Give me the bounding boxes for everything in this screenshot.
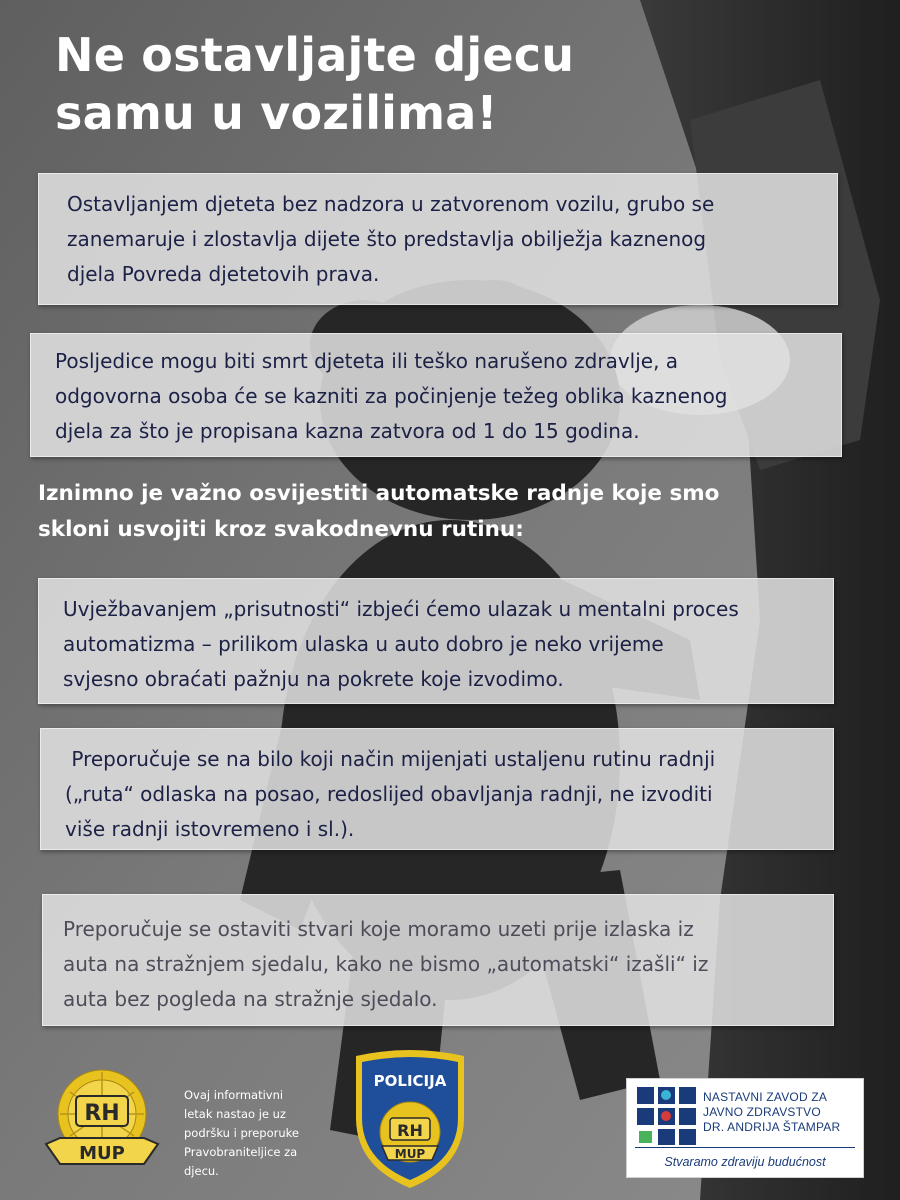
police-badge-banner: POLICIJA	[373, 1072, 447, 1090]
izz-name	[703, 1090, 863, 1135]
info-box-4-line-2: („ruta“ odlaska na posao, redoslijed obavljanja radnji, ne izvoditi	[65, 782, 713, 806]
section-heading-line-2: skloni usvojiti kroz svakodnevnu rutinu:	[38, 517, 524, 542]
info-box-1	[38, 173, 838, 305]
info-box-1-line-3: djela Povreda djetetovih prava.	[67, 262, 380, 286]
info-box-3-line-1: Uvježbavanjem „prisutnosti“ izbjeći ćemo ulazak u mentalni proces	[63, 597, 739, 621]
info-box-2-line-3: djela za što je propisana kazna zatvora od 1 do 15 godina.	[55, 419, 640, 443]
section-heading-line-1: Iznimno je važno osvijestiti automatske radnje koje smo	[38, 481, 720, 506]
page-title	[55, 26, 675, 142]
support-note-line-3: podršku i preporuke	[184, 1126, 299, 1140]
police-badge-top: RH	[397, 1121, 423, 1140]
title-line-2: samu u vozilima!	[55, 86, 498, 140]
info-box-3-line-2: automatizma – prilikom ulaska u auto dobro je neko vrijeme	[63, 632, 664, 656]
info-box-2-line-2: odgovorna osoba će se kazniti za počinjenje težeg oblika kaznenog	[55, 384, 728, 408]
mup-emblem-bottom: MUP	[79, 1143, 125, 1164]
support-note-line-2: letak nastao je uz	[184, 1107, 286, 1121]
info-box-2	[30, 333, 842, 457]
support-note-line-1: Ovaj informativni	[184, 1088, 284, 1102]
info-box-1-line-2: zanemaruje i zlostavlja dijete što predstavlja obilježja kaznenog	[67, 227, 707, 251]
info-box-3	[38, 578, 834, 704]
info-box-5-line-3: auta bez pogleda na stražnje sjedalo.	[63, 987, 438, 1011]
izz-slogan: Stvaramo zdraviju budućnost	[664, 1155, 826, 1169]
izz-divider	[635, 1147, 855, 1148]
section-heading	[38, 476, 878, 548]
support-note	[184, 1086, 334, 1181]
title-line-1: Ne ostavljajte djecu	[55, 28, 575, 82]
support-note-line-4: Pravobraniteljice za	[184, 1145, 298, 1159]
info-box-5-line-1: Preporučuje se ostaviti stvari koje moramo uzeti prije izlaska iz	[63, 917, 694, 941]
mup-emblem-top: RH	[84, 1101, 120, 1126]
izz-name-line-2: JAVNO ZDRAVSTVO	[703, 1105, 821, 1119]
info-box-5-line-2: auta na stražnjem sjedalu, kako ne bismo „automatski“ izašli“ iz	[63, 952, 709, 976]
support-note-line-5: djecu.	[184, 1164, 219, 1178]
info-box-4-line-1: Preporučuje se na bilo koji način mijenjati ustaljenu rutinu radnji	[65, 747, 716, 771]
info-box-4	[40, 728, 834, 850]
mup-emblem-icon	[40, 1062, 165, 1174]
izz-name-line-1: NASTAVNI ZAVOD ZA	[703, 1090, 828, 1104]
info-box-1-line-1: Ostavljanjem djeteta bez nadzora u zatvorenom vozilu, grubo se	[67, 192, 715, 216]
info-box-3-line-3: svjesno obraćati pažnju na pokrete koje izvodimo.	[63, 667, 564, 691]
info-box-5	[42, 894, 834, 1026]
izz-grid-icon	[637, 1087, 697, 1145]
info-box-2-line-1: Posljedice mogu biti smrt djeteta ili teško narušeno zdravlje, a	[55, 349, 679, 373]
izz-name-line-3: DR. ANDRIJA ŠTAMPAR	[703, 1120, 841, 1134]
info-box-4-line-3: više radnji istovremeno i sl.).	[65, 817, 355, 841]
police-badge-icon	[352, 1048, 468, 1192]
police-badge-bottom: MUP	[394, 1147, 426, 1161]
izz-logo	[626, 1078, 864, 1178]
